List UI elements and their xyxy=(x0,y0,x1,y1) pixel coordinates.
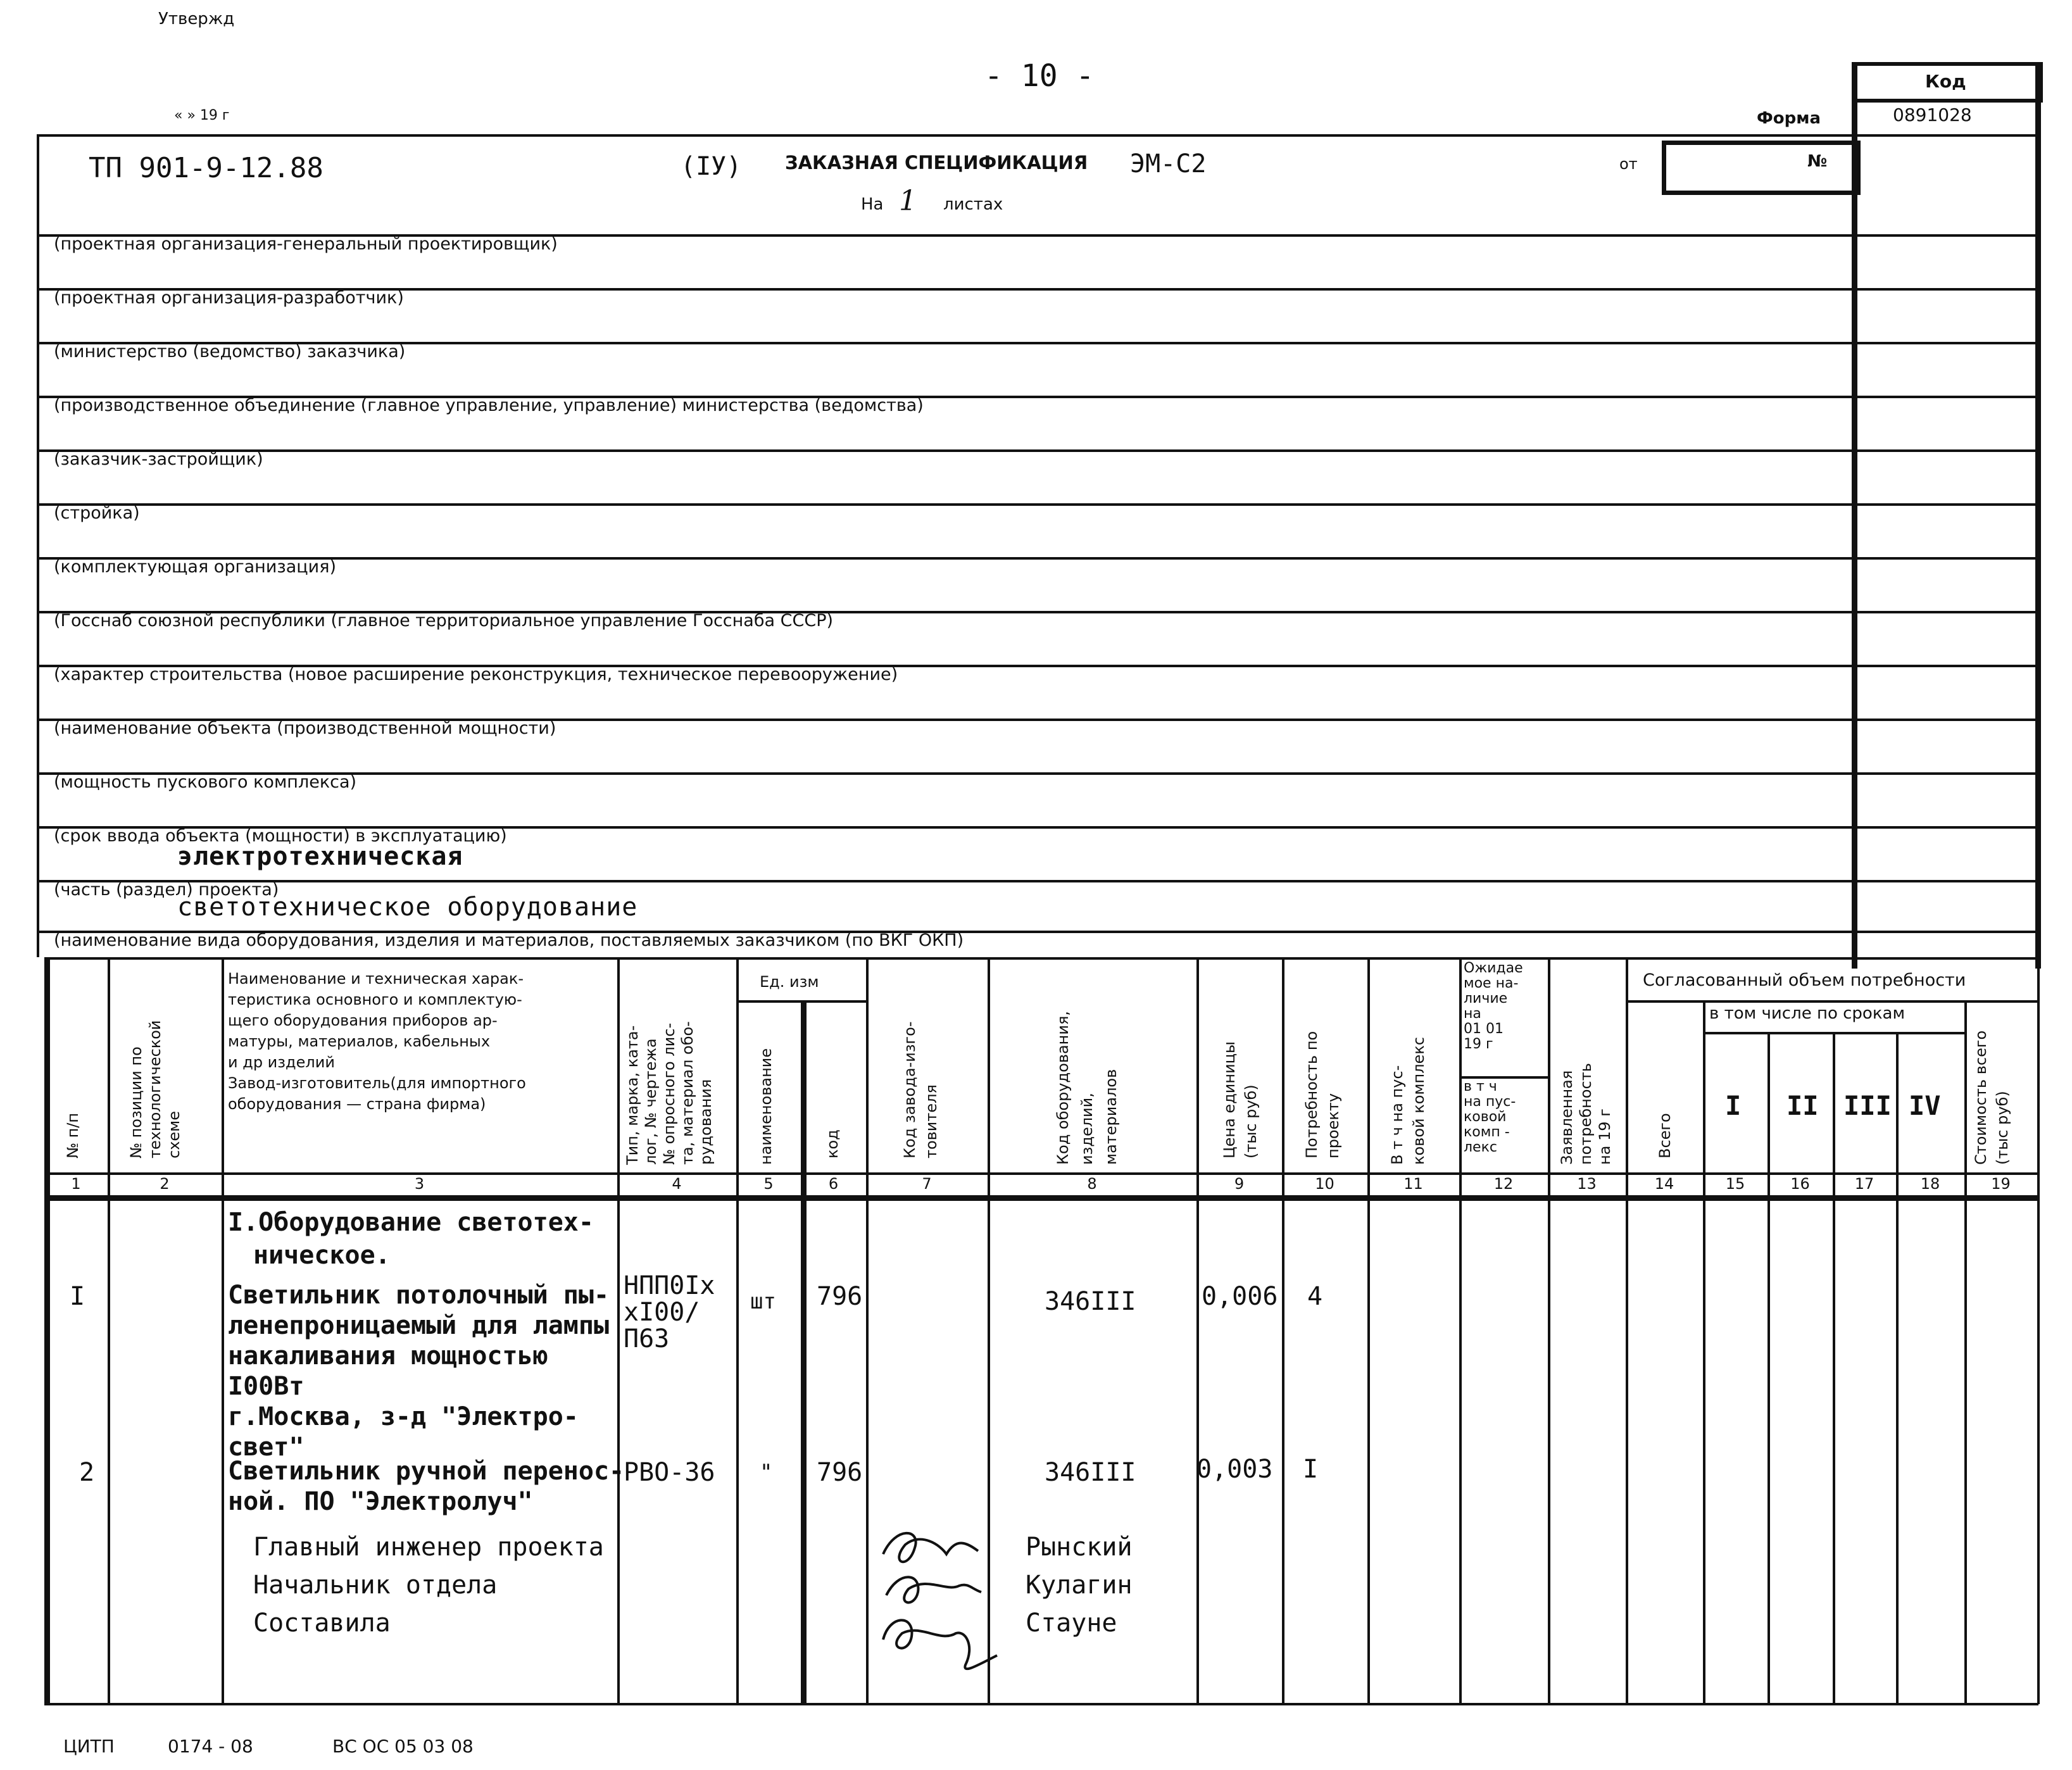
col-header-expected-line: 19 г xyxy=(1464,1036,1493,1052)
col-header-declared-line: Заявленная xyxy=(1558,1070,1576,1165)
col-header-expected-line: личие xyxy=(1464,991,1508,1007)
row-price: 0,006 xyxy=(1202,1282,1278,1311)
column-number: 14 xyxy=(1654,1175,1674,1193)
row-name xyxy=(228,1456,624,1517)
col-header-type-line: рудования xyxy=(697,1079,715,1165)
col-border xyxy=(801,1000,807,1704)
forma-code: 0891028 xyxy=(1893,104,1972,125)
col-header-type xyxy=(624,1021,715,1165)
row-name-line: Светильник потолочный пы- xyxy=(228,1281,610,1310)
row-type-line: НПП0Iх xyxy=(624,1271,715,1300)
col-header-incl-group: в том числе по срокам xyxy=(1709,1004,1906,1023)
column-number: 1 xyxy=(71,1175,81,1193)
number-label: № xyxy=(1807,152,1828,171)
info-label-developer: (проектная организация-разработчик) xyxy=(54,288,404,308)
info-label-ministry: (министерство (ведомство) заказчика) xyxy=(54,342,406,361)
footer-code-2: ВС ОС 05 03 08 xyxy=(332,1736,474,1757)
col-border xyxy=(1767,1032,1770,1704)
date-from-box[interactable] xyxy=(1662,141,1861,195)
row-name-line: накаливания мощностью xyxy=(228,1341,548,1371)
col-header-expected xyxy=(1464,961,1523,1052)
table-bottom-rule xyxy=(44,1703,2038,1705)
col-border xyxy=(1964,1000,1967,1704)
col-header-name-line: теристика основного и комплектую- xyxy=(228,991,522,1008)
col-border xyxy=(2037,957,2040,1704)
info-label-construction-site: (стройка) xyxy=(54,503,140,523)
info-label-general-designer: (проектная организация-генеральный проектировщик) xyxy=(54,234,558,254)
col-header-num: № п/п xyxy=(64,1112,82,1158)
document-code: ЭМ-С2 xyxy=(1130,149,1207,179)
column-number: 13 xyxy=(1577,1175,1597,1193)
col-header-factory-line: Код завода-изго- xyxy=(901,1021,919,1158)
col-header-startup-line: ковой комплекс xyxy=(1410,1036,1428,1165)
footer-org: ЦИТП xyxy=(63,1736,115,1757)
col-header-expected-line: Ожидае xyxy=(1464,960,1523,976)
row-unit-code: 796 xyxy=(817,1458,863,1487)
info-label-gossnab: (Госснаб союзной республики (главное территориальное управление Госснаба СССР) xyxy=(54,611,834,631)
col-header-name-line: и др изделий xyxy=(228,1053,335,1071)
row-need: 4 xyxy=(1307,1282,1323,1311)
column-number: 6 xyxy=(828,1175,839,1193)
agreed-group-rule xyxy=(1626,1000,2037,1003)
col-header-period-3: III xyxy=(1843,1090,1892,1121)
col-header-name-line: Наименование и техническая харак- xyxy=(228,970,524,988)
col-header-expected-startup-line: лекс xyxy=(1464,1139,1497,1155)
row-type: РВО-36 xyxy=(624,1458,715,1487)
row-name-line: I00Вт xyxy=(228,1372,305,1401)
col-header-factory-code xyxy=(899,1021,942,1158)
col-header-period-2: II xyxy=(1786,1090,1819,1121)
row-unit: " xyxy=(760,1460,773,1485)
info-label-association: (производственное объединение (главное управление, управление) министерства (ведомства) xyxy=(54,396,924,415)
info-label-startup-capacity: (мощность пускового комплекса) xyxy=(54,772,357,792)
row-name xyxy=(228,1280,609,1462)
col-header-cost-line: Стоимость всего xyxy=(1972,1030,1990,1165)
col-border xyxy=(1833,1032,1835,1704)
info-label-equipment-type: (наименование вида оборудования, изделия и материалов, поставляемых заказчиком (по ВКГ ОКП) xyxy=(54,931,964,950)
column-number: 18 xyxy=(1920,1175,1940,1193)
col-border xyxy=(108,957,110,1704)
code-box-header xyxy=(1852,62,2043,103)
col-header-unit-group: Ед. изм xyxy=(760,973,819,991)
col-header-unit-code: код xyxy=(824,1129,841,1158)
signature-name: Рынский xyxy=(1026,1533,1133,1562)
header-top-rule xyxy=(37,134,2037,137)
column-number: 17 xyxy=(1854,1175,1874,1193)
info-rule xyxy=(37,503,2037,506)
info-rule xyxy=(37,557,2037,560)
info-value-commissioning: электротехническая xyxy=(177,842,463,871)
col-border xyxy=(1626,957,1628,1704)
col-header-factory-line: товителя xyxy=(922,1084,940,1158)
approval-stamp: Утвержд xyxy=(158,9,235,28)
sheets-prefix: На xyxy=(861,195,884,214)
col-header-period-1: I xyxy=(1725,1090,1742,1121)
col-header-cost-line: (тыс руб) xyxy=(1994,1091,2011,1165)
col-border xyxy=(1196,957,1199,1704)
column-number: 7 xyxy=(922,1175,932,1193)
col-header-declared xyxy=(1557,1063,1614,1165)
col-header-equipment-line: изделий, xyxy=(1078,1093,1096,1165)
col-header-name-line: оборудования — страна фирма) xyxy=(228,1095,486,1113)
col-header-price-line: Цена единицы xyxy=(1221,1041,1238,1158)
col-header-name xyxy=(228,969,526,1115)
section-title-line: ническое. xyxy=(253,1241,391,1270)
column-number-bottom-rule xyxy=(44,1195,2038,1201)
col-border xyxy=(44,957,50,1704)
col-header-expected-startup xyxy=(1464,1079,1516,1155)
col-border xyxy=(1703,1000,1705,1704)
col-header-name-line: щего оборудования приборов ар- xyxy=(228,1012,498,1029)
row-need: I xyxy=(1303,1455,1319,1484)
column-number: 4 xyxy=(672,1175,682,1193)
col-header-name-line: Завод-изготовитель(для импортного xyxy=(228,1074,526,1092)
row-unit: шт xyxy=(750,1289,776,1314)
col-header-total: Всего xyxy=(1656,1113,1674,1158)
col-header-expected-startup-line: на пус- xyxy=(1464,1094,1516,1110)
col-border xyxy=(736,957,739,1704)
col-border xyxy=(1367,957,1370,1704)
info-label-object-name: (наименование объекта (производственной мощности) xyxy=(54,719,556,738)
column-number: 12 xyxy=(1493,1175,1514,1193)
row-number: 2 xyxy=(79,1458,95,1487)
col-border xyxy=(1459,957,1462,1704)
col-header-agreed-group: Согласованный объем потребности xyxy=(1643,970,1966,990)
col-header-type-line: лог, № чертежа xyxy=(642,1038,660,1165)
col-header-expected-startup-line: ковой xyxy=(1464,1109,1507,1125)
column-number: 19 xyxy=(1991,1175,2011,1193)
column-number: 9 xyxy=(1234,1175,1245,1193)
col-header-price-line: (тыс руб) xyxy=(1242,1084,1260,1158)
col-border xyxy=(1548,957,1550,1704)
col-header-need-line: Потребность по xyxy=(1303,1031,1321,1158)
info-label-customer: (заказчик-застройщик) xyxy=(54,449,263,469)
sheets-count: 1 xyxy=(899,185,917,217)
row-price: 0,003 xyxy=(1196,1455,1273,1484)
sheets-suffix: листах xyxy=(943,195,1003,214)
code-column-right-border xyxy=(2035,62,2041,969)
row-name-line: ной. ПО "Электролуч" xyxy=(228,1487,533,1516)
row-type xyxy=(624,1272,715,1352)
row-type-line: хI00/ xyxy=(624,1298,700,1327)
section-title xyxy=(228,1206,594,1272)
info-label-supplier-org: (комплектующая организация) xyxy=(54,557,336,577)
col-header-type-line: Тип, марка, ката- xyxy=(624,1025,641,1165)
col-header-need-line: проекту xyxy=(1324,1093,1342,1158)
from-label: от xyxy=(1619,155,1638,173)
signature-name: Кулагин xyxy=(1026,1571,1133,1600)
col-header-type-line: та, материал обо- xyxy=(679,1021,696,1165)
row-name-line: Светильник ручной перенос- xyxy=(228,1457,625,1486)
row-unit-code: 796 xyxy=(817,1282,863,1311)
col-header-type-line: № опросного лис- xyxy=(660,1022,678,1165)
row-equipment-code: 346III xyxy=(1045,1458,1136,1487)
page-number: - 10 - xyxy=(984,58,1095,94)
col-border xyxy=(222,957,224,1704)
col-header-expected-line: 01 01 xyxy=(1464,1021,1504,1037)
unit-group-rule xyxy=(736,1000,866,1003)
section-title-line: I.Оборудование светотех- xyxy=(228,1208,594,1237)
signature-role: Начальник отдела xyxy=(253,1571,498,1600)
col-header-expected-line: на xyxy=(1464,1006,1481,1022)
col-header-need xyxy=(1301,1031,1344,1158)
signature-name: Стауне xyxy=(1026,1609,1117,1638)
row-type-line: П63 xyxy=(624,1324,670,1353)
column-number: 11 xyxy=(1403,1175,1423,1193)
signature-role: Главный инженер проекта xyxy=(253,1533,604,1562)
incl-group-rule xyxy=(1703,1032,1964,1034)
column-number: 10 xyxy=(1315,1175,1334,1193)
column-number: 16 xyxy=(1790,1175,1810,1193)
row-name-line: г.Москва, з-д "Электро- xyxy=(228,1402,579,1431)
row-number: I xyxy=(70,1282,85,1311)
col-header-position: № позиции по технологической схеме xyxy=(127,1020,183,1158)
col-header-cost xyxy=(1970,1031,2013,1165)
col-header-startup xyxy=(1386,1037,1429,1165)
col-header-declared-line: потребность xyxy=(1577,1063,1595,1165)
col-border xyxy=(866,957,869,1704)
volume-number: (IУ) xyxy=(681,152,742,181)
col-header-startup-line: В т ч на пус- xyxy=(1388,1065,1406,1165)
handwritten-signatures xyxy=(870,1519,1016,1684)
info-label-project-part: (часть (раздел) проекта) xyxy=(54,880,279,900)
column-number: 3 xyxy=(414,1175,425,1193)
row-name-line: свет" xyxy=(228,1433,305,1462)
col-header-name-line: матуры, материалов, кабельных xyxy=(228,1032,491,1050)
forma-label: Форма xyxy=(1757,109,1821,128)
project-code: ТП 901-9-12.88 xyxy=(89,152,323,184)
column-number: 5 xyxy=(763,1175,774,1193)
code-column-left-border xyxy=(1852,62,1857,969)
col-header-declared-line: на 19 г xyxy=(1596,1108,1614,1165)
column-number: 2 xyxy=(160,1175,170,1193)
info-label-construction-type: (характер строительства (новое расширение реконструкция, техническое перевооружение) xyxy=(54,665,898,684)
code-header-label: Код xyxy=(1925,71,1966,92)
col-header-expected-line: мое на- xyxy=(1464,976,1519,991)
approval-date-line: « » 19 г xyxy=(174,108,230,123)
col-header-unit-name: наименование xyxy=(757,1048,775,1165)
table-top-rule xyxy=(44,957,2038,960)
col-header-expected-startup-line: комп - xyxy=(1464,1124,1510,1140)
col-border xyxy=(1282,957,1284,1704)
form-left-border xyxy=(37,134,39,957)
col-header-equipment-line: Код оборудования, xyxy=(1054,1010,1072,1165)
col-border xyxy=(1896,1032,1899,1704)
column-number: 8 xyxy=(1087,1175,1097,1193)
info-label-commissioning-date: (срок ввода объекта (мощности) в эксплуатацию) xyxy=(54,826,507,846)
signature-role: Составила xyxy=(253,1609,391,1638)
footer-code-1: 0174 - 08 xyxy=(168,1736,253,1757)
document-title: ЗАКАЗНАЯ СПЕЦИФИКАЦИЯ xyxy=(785,152,1088,173)
col-header-period-4: IV xyxy=(1909,1090,1941,1121)
col-border xyxy=(617,957,620,1704)
col-header-equipment-code xyxy=(1051,1011,1123,1165)
col-header-unit-price xyxy=(1219,1041,1262,1158)
info-rule xyxy=(37,449,2037,452)
row-equipment-code: 346III xyxy=(1045,1287,1136,1316)
col-header-expected-startup-line: в т ч xyxy=(1464,1079,1497,1095)
info-rule xyxy=(37,880,2037,882)
column-number: 15 xyxy=(1725,1175,1745,1193)
info-value-project-part: светотехническое оборудование xyxy=(177,893,638,922)
row-name-line: ленепроницаемый для лампы xyxy=(228,1311,610,1340)
col-header-equipment-line: материалов xyxy=(1102,1069,1120,1165)
